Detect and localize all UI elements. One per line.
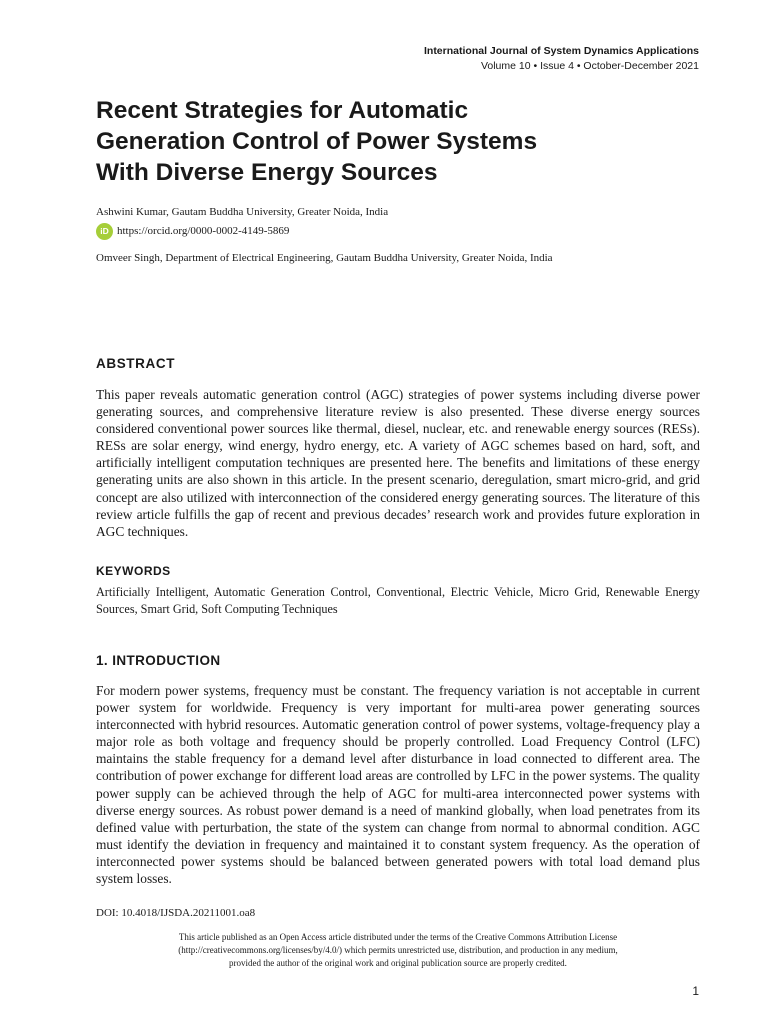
title-line: With Diverse Energy Sources [96, 159, 438, 186]
license-line: provided the author of the original work and original publication source are properly credited. [229, 958, 567, 968]
license-line: This article published as an Open Access article distributed under the terms of the Creative Commons Attribution License [178, 932, 618, 942]
author-1-affiliation: Ashwini Kumar, Gautam Buddha University, Greater Noida, India [96, 206, 389, 218]
doi: DOI: 10.4018/IJSDA.20211001.oa8 [96, 907, 256, 919]
paper-title [96, 95, 696, 188]
keywords-text: Artificially Intelligent, Automatic Generation Control, Conventional, Electric Vehicle, Micro Grid, Renewable Energy Sources, Smart Grid, Soft Computing Techniques [96, 585, 700, 616]
journal-name: International Journal of System Dynamics Applications [423, 45, 699, 57]
journal-header [424, 44, 699, 74]
orcid-link[interactable] [96, 223, 289, 240]
abstract-text: This paper reveals automatic generation control (AGC) strategies of power systems including diverse power generating sources, and comprehensive literature review is also presented. These diverse energy sources considered conventional power sources like thermal, diesel, nuclear, etc. and renewable energy sources (RESs). RESs are solar energy, wind energy, hydro energy, etc. A variety of AGC schemes based on hard, soft, and artificially intelligent computation techniques are presented here. The benefits and limitations of these energy generating units are also shown in this article. In the present scenario, deregulation, smart micro-grid, and grid concept are also utilized with interconnection of the considered energy generating sources. The literature of this review article fulfills the gap of recent and previous decades’ research work and provides future exploration in AGC techniques. [96, 387, 700, 539]
introduction-heading: 1. INTRODUCTION [96, 653, 221, 668]
journal-volume-issue: Volume 10 • Issue 4 • October-December 2021 [480, 60, 699, 72]
introduction-text: For modern power systems, frequency must be constant. The frequency variation is not acceptable in current power system for worldwide. Frequency is very important for multi-area power generating sources interconnected with hybrid resources. Automatic generation control of power systems, voltage-frequency play a major role as both voltage and frequency should be properly controlled. Load Frequency Control (LFC) maintains the stable frequency for a demand level after disturbance in load connected to different area. The contribution of power exchange for different load areas are controlled by LFC in the power systems. The quality power supply can be achieved through the help of AGC for multi-area interconnected power systems with diverse energy sources. As robust power demand is a need of mankind globally, when load penetrates from its defined value with perturbation, the state of the system can change from normal to abnormal condition. AGC must identify the deviation in frequency and maintained it to constant system frequency. As the operation of interconnected power systems should be balanced between generated powers with total load demand plus system losses. [96, 683, 700, 887]
author-2-affiliation: Omveer Singh, Department of Electrical Engineering, Gautam Buddha University, Greater Noida, India [96, 252, 553, 264]
abstract-heading: ABSTRACT [96, 356, 176, 371]
license-notice [96, 931, 700, 970]
orcid-icon: iD [96, 223, 113, 240]
title-line: Recent Strategies for Automatic [96, 97, 469, 124]
orcid-url[interactable]: https://orcid.org/0000-0002-4149-5869 [117, 225, 290, 237]
page-number: 1 [692, 984, 699, 998]
title-line: Generation Control of Power Systems [96, 128, 538, 155]
license-line: (http://creativecommons.org/licenses/by/4.0/) which permits unrestricted use, distribution, and production in any medium, [178, 945, 618, 955]
keywords-heading: KEYWORDS [96, 564, 171, 578]
